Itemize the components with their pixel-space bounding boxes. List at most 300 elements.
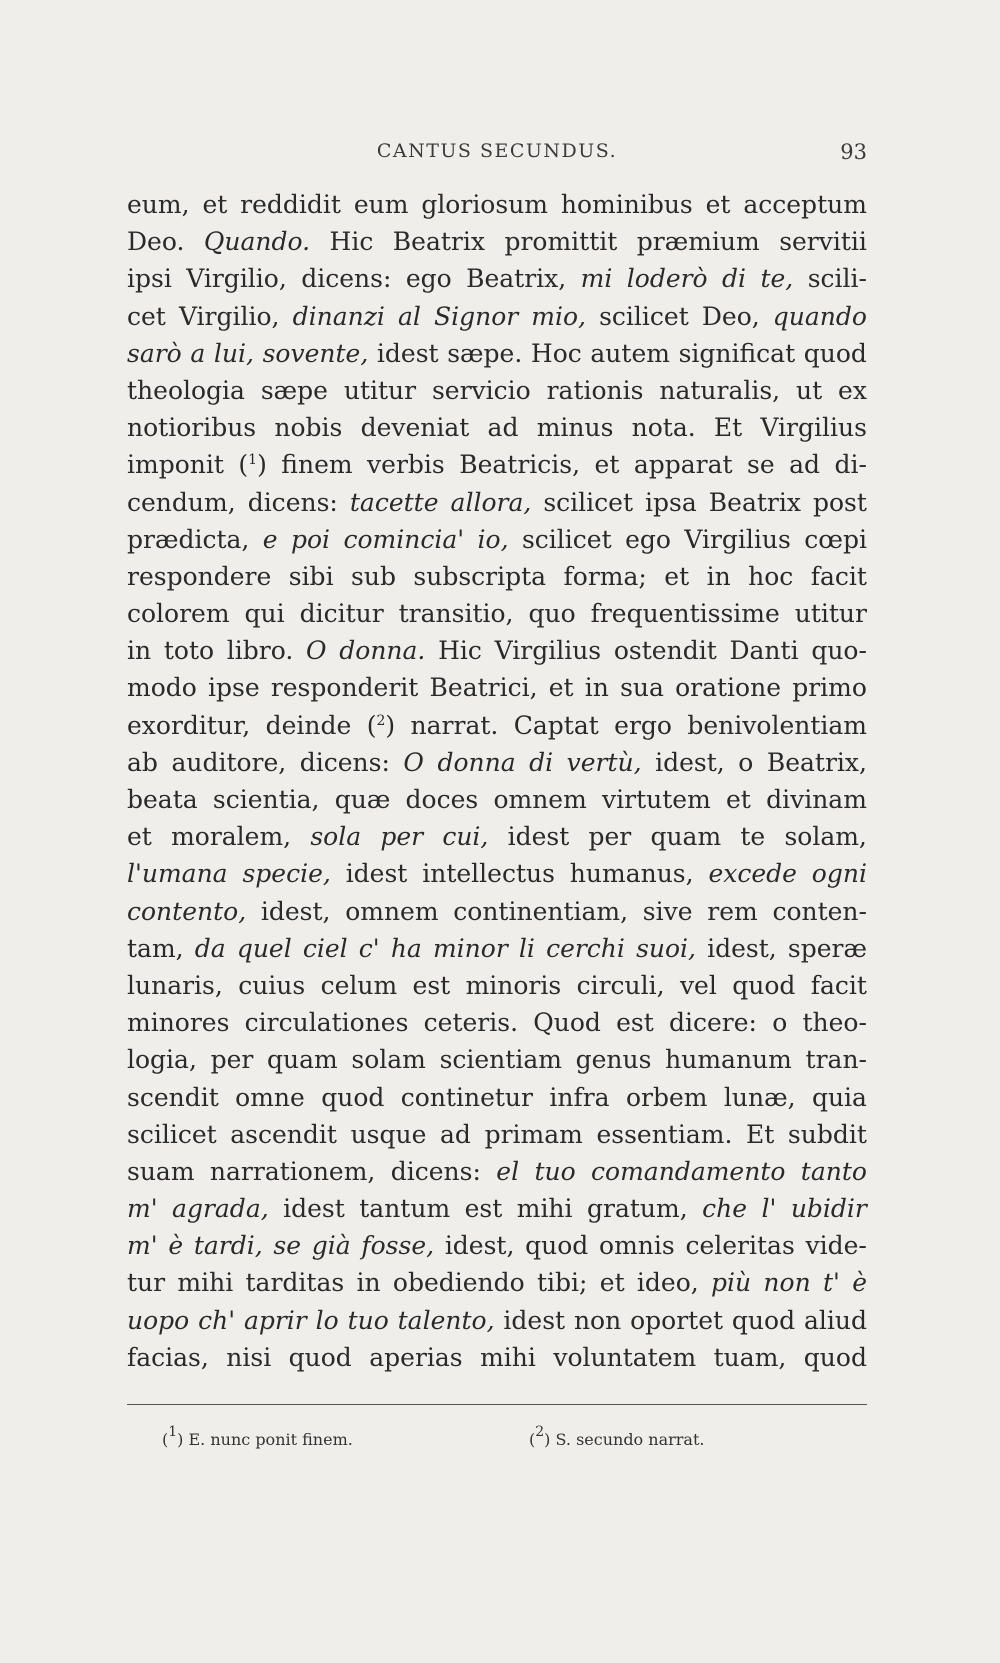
word: cui, [442, 822, 489, 852]
word: primo [792, 673, 867, 703]
word: per [380, 822, 424, 852]
word: per [588, 822, 632, 852]
word: fosse, [361, 1231, 435, 1261]
text-line [127, 298, 867, 335]
word: l'umana [127, 859, 228, 889]
word: ad [487, 413, 519, 443]
word: est [464, 1194, 503, 1224]
word: uopo [127, 1305, 190, 1335]
word: tuo [347, 1305, 389, 1335]
word: è [168, 1231, 184, 1261]
word: gloriosum [421, 190, 548, 219]
word: ergo [614, 710, 672, 740]
word: sovente, [262, 338, 369, 368]
word: utitur [794, 599, 867, 629]
word: logia, [127, 1045, 197, 1075]
word: sibi [288, 561, 334, 591]
word: nobis [274, 413, 343, 443]
word: qui [244, 599, 285, 629]
word: idest [507, 822, 570, 852]
word: quod [321, 1082, 385, 1112]
word: tam, [127, 933, 184, 963]
word: quo [528, 599, 576, 629]
word: idest, [444, 1231, 515, 1261]
word: Signor [433, 301, 519, 331]
word: Beatrix [708, 487, 801, 517]
text-line [127, 1041, 867, 1078]
word: obediendo [392, 1268, 525, 1298]
word: servicio [431, 375, 531, 405]
word: usque [350, 1119, 427, 1149]
word: te, [760, 264, 794, 294]
word: autem [590, 338, 670, 368]
word: idest, [260, 896, 331, 926]
word: humanum [665, 1045, 792, 1075]
word: scili- [807, 264, 867, 294]
word: loderò [626, 264, 708, 294]
word: poi [291, 524, 331, 554]
word: in [706, 561, 731, 591]
word: scilicet [127, 1119, 217, 1149]
text-line [127, 893, 867, 930]
word: aliud [803, 1305, 867, 1335]
word: lui, [213, 338, 254, 368]
word: divinam [766, 785, 867, 814]
word: talento, [397, 1305, 495, 1335]
word: di- [834, 450, 867, 480]
word: notioribus [127, 413, 257, 443]
word: celum [320, 970, 398, 1000]
word: oratione [675, 673, 781, 703]
word: Hic [329, 227, 374, 257]
text-line [127, 1116, 867, 1153]
word: orbem [625, 1082, 708, 1112]
word: agrada, [172, 1194, 269, 1224]
word: Virgilius [684, 524, 791, 554]
word: libro. [226, 636, 294, 666]
word: exorditur, [127, 710, 251, 740]
word: beata [127, 785, 198, 814]
text-line [127, 1004, 867, 1041]
word: theologia [127, 375, 245, 405]
word: tacette [349, 487, 439, 517]
text-line [127, 335, 867, 372]
word: speræ [787, 933, 867, 963]
word: servitii [779, 227, 867, 257]
word: tur [127, 1268, 166, 1298]
footnote-text: S. secundo narrat. [555, 1430, 705, 1449]
word: ut [796, 375, 823, 405]
text-line [127, 1339, 867, 1376]
word: è [852, 1268, 867, 1298]
word: benivolentiam [687, 710, 867, 740]
text-line [127, 967, 867, 1004]
word: cendum, [127, 487, 236, 517]
text-line [127, 186, 867, 223]
word: idest [345, 859, 408, 889]
footnote-1: ($^1$) E. nunc ponit finem. [162, 1424, 353, 1449]
word: auditore, [171, 747, 287, 777]
word: genus [575, 1045, 652, 1075]
word: rem [707, 896, 758, 926]
word: ch' [198, 1305, 236, 1335]
word: lunæ, [723, 1082, 796, 1112]
word: scientiam [439, 1045, 562, 1075]
word: celeritas [685, 1231, 795, 1261]
word: quia [811, 1082, 867, 1112]
word: Danti [729, 636, 799, 666]
word: dicens: [301, 264, 392, 294]
word: moralem, [171, 822, 292, 852]
text-line [127, 632, 867, 669]
word: non [573, 1305, 622, 1335]
word: in [127, 636, 152, 666]
word: ideo, [636, 1268, 699, 1298]
word: dicens: [390, 1156, 481, 1186]
word: infra [549, 1082, 610, 1112]
word: minores [127, 1008, 230, 1038]
word: cœpi [804, 524, 867, 554]
word: essentiam. [596, 1119, 733, 1149]
word: idest [503, 1305, 566, 1335]
word: l' [761, 1194, 777, 1224]
word: o [738, 747, 754, 777]
footnote-marker: 2 [535, 1424, 545, 1440]
word: et [548, 673, 574, 703]
word: gratum, [587, 1194, 688, 1224]
word: Beatrix [392, 227, 485, 257]
word: finem [281, 450, 353, 480]
footnote-text: E. nunc ponit finem. [188, 1430, 353, 1449]
word: subdit [787, 1119, 867, 1149]
word: che [702, 1194, 748, 1224]
word: et [726, 785, 751, 814]
word: facit [810, 970, 867, 1000]
word: el [496, 1156, 520, 1186]
word: cuius [238, 970, 306, 1000]
word: tarditas [245, 1268, 345, 1298]
word: lo [315, 1305, 339, 1335]
word: hominibus [560, 190, 693, 219]
word: Virgilius [494, 636, 602, 666]
word: tran- [805, 1045, 867, 1075]
text-line [127, 855, 867, 892]
word: minus [536, 413, 614, 443]
word: c' [358, 933, 380, 963]
word: post [813, 487, 867, 517]
page-header [127, 140, 867, 170]
word: Beatricis, [459, 450, 581, 480]
word: reddidit [240, 190, 341, 219]
word: li [518, 933, 535, 963]
word: forma; [563, 561, 647, 591]
word: quod [803, 338, 867, 368]
word: theo- [802, 1008, 867, 1038]
word: suam [127, 1156, 195, 1186]
word: respondere [127, 561, 272, 591]
word: ab [127, 747, 158, 777]
word: Et [713, 413, 743, 443]
word: nota. [631, 413, 696, 443]
text-line [127, 1153, 867, 1190]
word: idest [376, 338, 439, 368]
word: te [740, 822, 766, 852]
word: mihi [516, 1194, 573, 1224]
word: comandamento [591, 1156, 786, 1186]
word: ipse [208, 673, 260, 703]
word: a [190, 338, 206, 368]
word: aperias [369, 1342, 463, 1372]
word: di [529, 747, 554, 777]
word: t' [822, 1268, 840, 1298]
word: excede [708, 859, 797, 889]
word: allora, [450, 487, 532, 517]
footnote-ref: ($^1$) [238, 450, 267, 480]
word: transitio, [398, 599, 514, 629]
word: eum, [127, 190, 190, 219]
word: ostendit [613, 636, 717, 666]
word: subscripta [413, 561, 547, 591]
word: vertù, [566, 747, 642, 777]
word: ipsa [645, 487, 697, 517]
word: dicere: [669, 1008, 757, 1038]
word: promittit [504, 227, 618, 257]
word: suoi, [636, 933, 696, 963]
word: quo- [811, 636, 867, 666]
word: Beatrix, [466, 264, 567, 294]
word: et [202, 190, 228, 219]
word: significat [678, 338, 796, 368]
word: da [194, 933, 226, 963]
text-line [127, 1264, 867, 1301]
text-line [127, 558, 867, 595]
word: tuam, [713, 1342, 787, 1372]
page-number: 93 [840, 140, 867, 164]
word: ad [789, 450, 821, 480]
word: mio, [531, 301, 586, 331]
word: utitur [343, 375, 417, 405]
word: apparat [633, 450, 733, 480]
word: ( [366, 710, 377, 740]
word: quam [650, 822, 722, 852]
text-line [127, 223, 867, 260]
text-line [127, 1227, 867, 1264]
word: omnem [345, 896, 439, 926]
text-line [127, 409, 867, 446]
word: solam [351, 1045, 426, 1075]
word: modo [127, 673, 197, 703]
word: deveniat [360, 413, 470, 443]
word: scilicet [521, 524, 612, 554]
word: scilicet [543, 487, 633, 517]
word: quæ [334, 785, 391, 814]
word: est [412, 970, 451, 1000]
footnote-ref-marker: 1 [248, 452, 258, 469]
word: narrationem, [209, 1156, 376, 1186]
word: circuli, [576, 970, 665, 1000]
text-line [127, 818, 867, 855]
word: facias, [127, 1342, 209, 1372]
word: Beatrici, [429, 673, 538, 703]
word: ipsi [127, 264, 172, 294]
word: Hoc [530, 338, 582, 368]
word: al [397, 301, 421, 331]
word: O [403, 747, 424, 777]
word: toto [163, 636, 215, 666]
word: rationis [546, 375, 644, 405]
word: Virgilio, [186, 264, 287, 294]
word: sæpe [260, 375, 328, 405]
word: Captat [513, 710, 599, 740]
word: voluntatem [553, 1342, 697, 1372]
word: ceteris. [423, 1008, 519, 1038]
word: dicens: [299, 747, 390, 777]
text-line [127, 1190, 867, 1227]
word: sarò [127, 338, 182, 368]
word: et [599, 1268, 625, 1298]
word: idest [283, 1194, 345, 1224]
word: prædicta, [127, 524, 250, 554]
word: m' [127, 1231, 158, 1261]
word: dicitur [299, 599, 384, 629]
word: lunaris, [127, 970, 223, 1000]
word: imponit [127, 450, 224, 480]
word: comincia' [343, 524, 465, 554]
word: vel [679, 970, 717, 1000]
word: io, [477, 524, 509, 554]
word: se [273, 1231, 302, 1261]
word: minoris [465, 970, 562, 1000]
word: ubidir [790, 1194, 867, 1224]
word: in [356, 1268, 381, 1298]
word: et [705, 190, 731, 219]
footnote-2: ($^2$) S. secundo narrat. [529, 1424, 705, 1449]
word: scilicet [599, 301, 689, 331]
word: donna [437, 747, 516, 777]
word: più [711, 1268, 752, 1298]
word: ciel [302, 933, 348, 963]
word: quod [803, 1342, 867, 1372]
word: virtutem [602, 785, 711, 814]
word: quel [236, 933, 292, 963]
word: sola [310, 822, 362, 852]
word: scendit [127, 1082, 219, 1112]
word: sæpe. [447, 338, 523, 368]
text-line [127, 484, 867, 521]
text-line [127, 1079, 867, 1116]
word: oportet [630, 1305, 724, 1335]
text-line [127, 372, 867, 409]
word: tardi, [193, 1231, 263, 1261]
word: præmium [636, 227, 760, 257]
word: solam, [784, 822, 867, 852]
word: Et [746, 1119, 775, 1149]
word: m' [127, 1194, 158, 1224]
word: acceptum [743, 190, 867, 219]
word: quam [267, 1045, 338, 1075]
word: tanto [800, 1156, 867, 1186]
word: quod [288, 1342, 352, 1372]
footnote-marker: 1 [168, 1424, 178, 1440]
word: doces [405, 785, 479, 814]
text-line [127, 1302, 867, 1339]
text-line [127, 930, 867, 967]
word: Virgilius [760, 413, 867, 443]
word: minor [432, 933, 508, 963]
word: sua [620, 673, 664, 703]
word: Deo, [701, 301, 760, 331]
word: Quod [533, 1008, 601, 1038]
word: già [311, 1231, 351, 1261]
text-line [127, 744, 867, 781]
word: omnis [599, 1231, 675, 1261]
body-text [127, 186, 867, 1376]
word: narrat. [410, 710, 499, 740]
word: Beatrix, [766, 747, 867, 777]
word: cet [127, 301, 166, 331]
word: verbis [367, 450, 445, 480]
word: scientia, [212, 785, 320, 814]
word: mihi [177, 1268, 234, 1298]
word: quod [732, 970, 796, 1000]
word: deinde [265, 710, 352, 740]
word: omne [235, 1082, 305, 1112]
text-line [127, 260, 867, 297]
text-line [127, 521, 867, 558]
word: sub [351, 561, 396, 591]
word: ego [625, 524, 671, 554]
word: circulationes [244, 1008, 409, 1038]
word: omnem [493, 785, 587, 814]
word: humanus, [569, 859, 694, 889]
word: cerchi [546, 933, 625, 963]
word: ha [390, 933, 422, 963]
word: mi [580, 264, 613, 294]
word: quod [731, 1305, 796, 1335]
running-title: CANTUS SECUNDUS. [376, 140, 618, 162]
word: vide- [805, 1231, 867, 1261]
word: naturalis, [659, 375, 781, 405]
word: aprir [243, 1305, 307, 1335]
text-line [127, 595, 867, 632]
word: di [722, 264, 747, 294]
word: dinanzi [292, 301, 385, 331]
word: sive [642, 896, 693, 926]
word: donna. [339, 636, 426, 666]
word: ( [238, 450, 249, 480]
word: in [584, 673, 609, 703]
word: non [763, 1268, 811, 1298]
word: mihi [480, 1342, 536, 1372]
word: continentiam, [453, 896, 629, 926]
word: ex [838, 375, 867, 405]
word: primam [484, 1119, 583, 1149]
word: tuo [534, 1156, 576, 1186]
text-line [127, 781, 867, 818]
word: Deo. [127, 227, 185, 257]
word: specie, [242, 859, 331, 889]
word: o [772, 1008, 788, 1038]
word: facit [810, 561, 867, 591]
footnote-rule [127, 1404, 867, 1405]
text-line [127, 669, 867, 706]
word: nisi [226, 1342, 272, 1372]
word: Hic [438, 636, 482, 666]
word: Virgilio, [178, 301, 280, 331]
word: continetur [400, 1082, 533, 1112]
word: et [127, 822, 152, 852]
word: est [616, 1008, 654, 1038]
